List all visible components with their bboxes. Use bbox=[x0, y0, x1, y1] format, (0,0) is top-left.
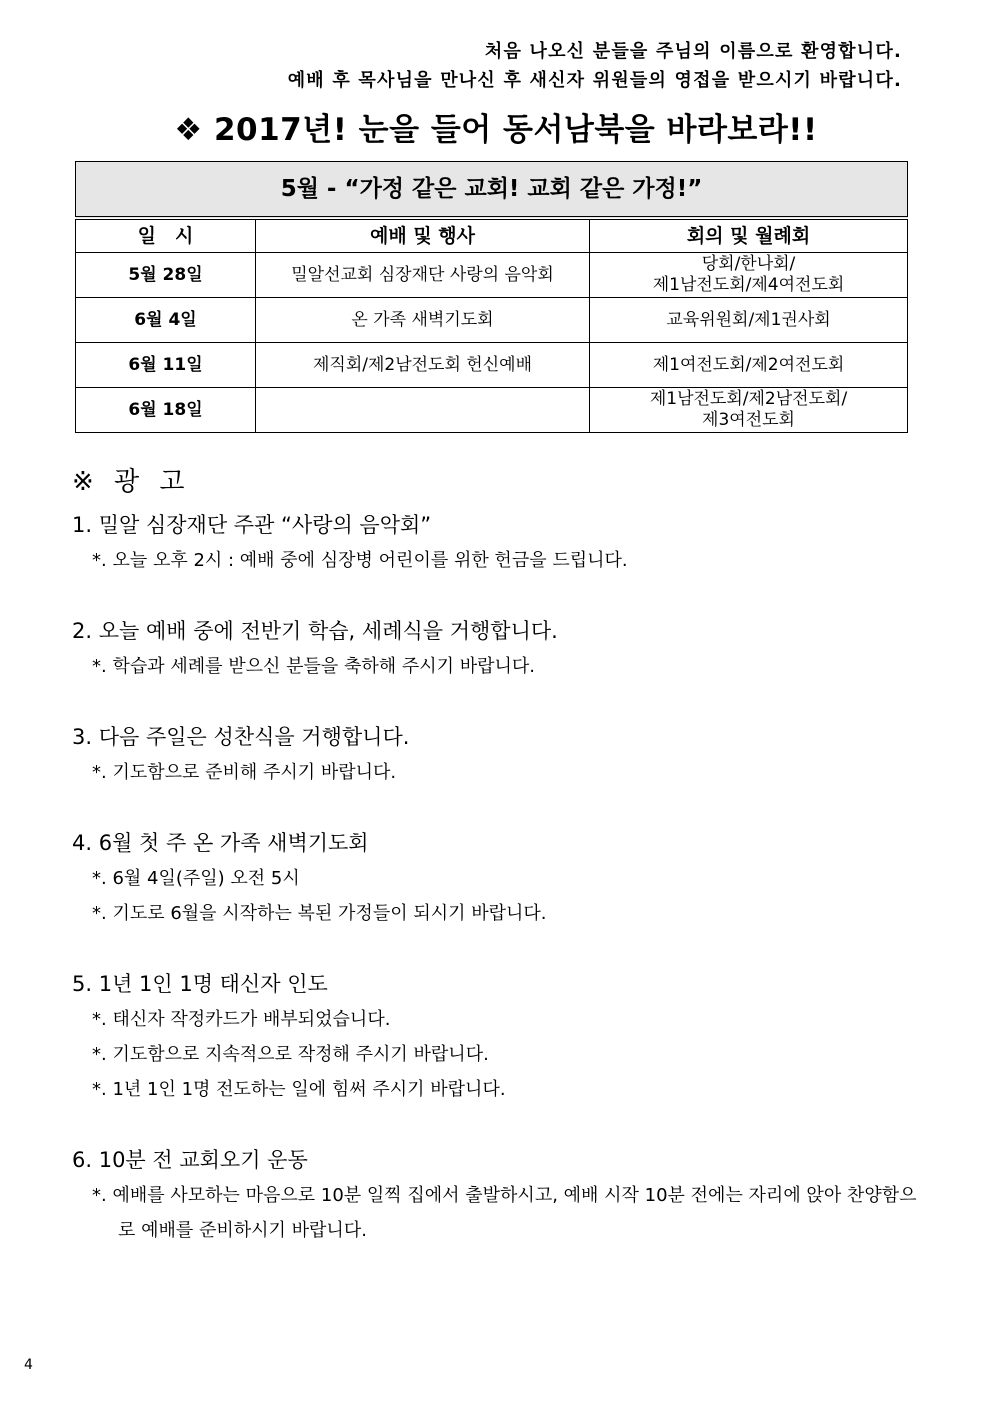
notice-detail: *. 예배를 사모하는 마음으로 10분 일찍 집에서 출발하시고, 예배 시작 10분 전에는 자리에 앉아 찬양함으로 예배를 준비하시기 바랍니다. bbox=[92, 1185, 917, 1241]
notice-list bbox=[72, 508, 922, 1284]
welcome-line-2: 예배 후 목사님을 만나신 후 새신자 위원들의 영접을 받으시기 바랍니다. bbox=[287, 70, 902, 91]
notice-section-title: ※ 광 고 bbox=[72, 467, 191, 497]
row-meeting-line: 교육위원회/제1권사회 bbox=[666, 309, 831, 330]
row-date: 6월 4일 bbox=[76, 298, 256, 343]
row-meeting-line: 제3여전도회 bbox=[702, 410, 795, 430]
header-meeting: 회의 및 월례회 bbox=[590, 218, 908, 253]
month-title: 5월 - “가정 같은 교회! 교회 같은 가정!” bbox=[76, 162, 908, 219]
notice-item bbox=[72, 720, 922, 790]
notice-heading: 1. 밀알 심장재단 주관 “사랑의 음악회” bbox=[72, 513, 432, 537]
row-meeting bbox=[590, 298, 908, 343]
header-date: 일 시 bbox=[76, 218, 256, 253]
row-meeting bbox=[590, 388, 908, 433]
table-row bbox=[76, 343, 908, 388]
row-meeting-line: 제1남전도회/제2남전도회/ bbox=[649, 389, 848, 409]
main-title: ❖ 2017년! 눈을 들어 동서남북을 바라보라!! bbox=[174, 112, 818, 148]
notice-item bbox=[72, 1143, 922, 1248]
row-meeting-line: 당회/한나회/ bbox=[701, 254, 796, 274]
notice-detail: *. 기도함으로 준비해 주시기 바랍니다. bbox=[92, 762, 397, 783]
notice-heading: 4. 6월 첫 주 온 가족 새벽기도회 bbox=[72, 831, 369, 855]
welcome-line-1: 처음 나오신 분들을 주님의 이름으로 환영합니다. bbox=[484, 41, 902, 62]
notice-detail: *. 학습과 세례를 받으신 분들을 축하해 주시기 바랍니다. bbox=[92, 656, 536, 677]
row-meeting-line: 제1남전도회/제4여전도회 bbox=[652, 275, 845, 295]
row-event bbox=[256, 388, 590, 433]
notice-detail: *. 기도로 6월을 시작하는 복된 가정들이 되시기 바랍니다. bbox=[92, 903, 547, 924]
notice-detail: *. 태신자 작정카드가 배부되었습니다. bbox=[92, 1009, 391, 1030]
row-meeting bbox=[590, 343, 908, 388]
row-meeting bbox=[590, 253, 908, 298]
page-number: 4 bbox=[24, 1357, 33, 1373]
notice-heading: 6. 10분 전 교회오기 운동 bbox=[72, 1148, 308, 1172]
row-date: 5월 28일 bbox=[76, 253, 256, 298]
notice-heading: 5. 1년 1인 1명 태신자 인도 bbox=[72, 972, 328, 996]
notice-item bbox=[72, 614, 922, 684]
month-title-row bbox=[76, 162, 908, 219]
header-event: 예배 및 행사 bbox=[256, 218, 590, 253]
table-row bbox=[76, 253, 908, 298]
notice-item bbox=[72, 967, 922, 1107]
table-row bbox=[76, 388, 908, 433]
welcome-message bbox=[288, 37, 902, 95]
notice-detail: *. 1년 1인 1명 전도하는 일에 힘써 주시기 바랍니다. bbox=[92, 1079, 506, 1100]
row-event: 밀알선교회 심장재단 사랑의 음악회 bbox=[256, 253, 590, 298]
table-header-row bbox=[76, 218, 908, 253]
row-event: 제직회/제2남전도회 헌신예배 bbox=[256, 343, 590, 388]
row-date: 6월 11일 bbox=[76, 343, 256, 388]
notice-detail: *. 오늘 오후 2시 : 예배 중에 심장병 어린이를 위한 헌금을 드립니다. bbox=[92, 550, 628, 571]
notice-item bbox=[72, 508, 922, 578]
table-row bbox=[76, 298, 908, 343]
notice-item bbox=[72, 826, 922, 931]
row-event: 온 가족 새벽기도회 bbox=[256, 298, 590, 343]
row-date: 6월 18일 bbox=[76, 388, 256, 433]
row-meeting-line: 제1여전도회/제2여전도회 bbox=[652, 354, 845, 375]
notice-detail: *. 기도함으로 지속적으로 작정해 주시기 바랍니다. bbox=[92, 1044, 489, 1065]
schedule-table bbox=[75, 161, 908, 433]
notice-heading: 3. 다음 주일은 성찬식을 거행합니다. bbox=[72, 725, 410, 749]
notice-heading: 2. 오늘 예배 중에 전반기 학습, 세례식을 거행합니다. bbox=[72, 619, 558, 643]
notice-detail: *. 6월 4일(주일) 오전 5시 bbox=[92, 868, 300, 889]
